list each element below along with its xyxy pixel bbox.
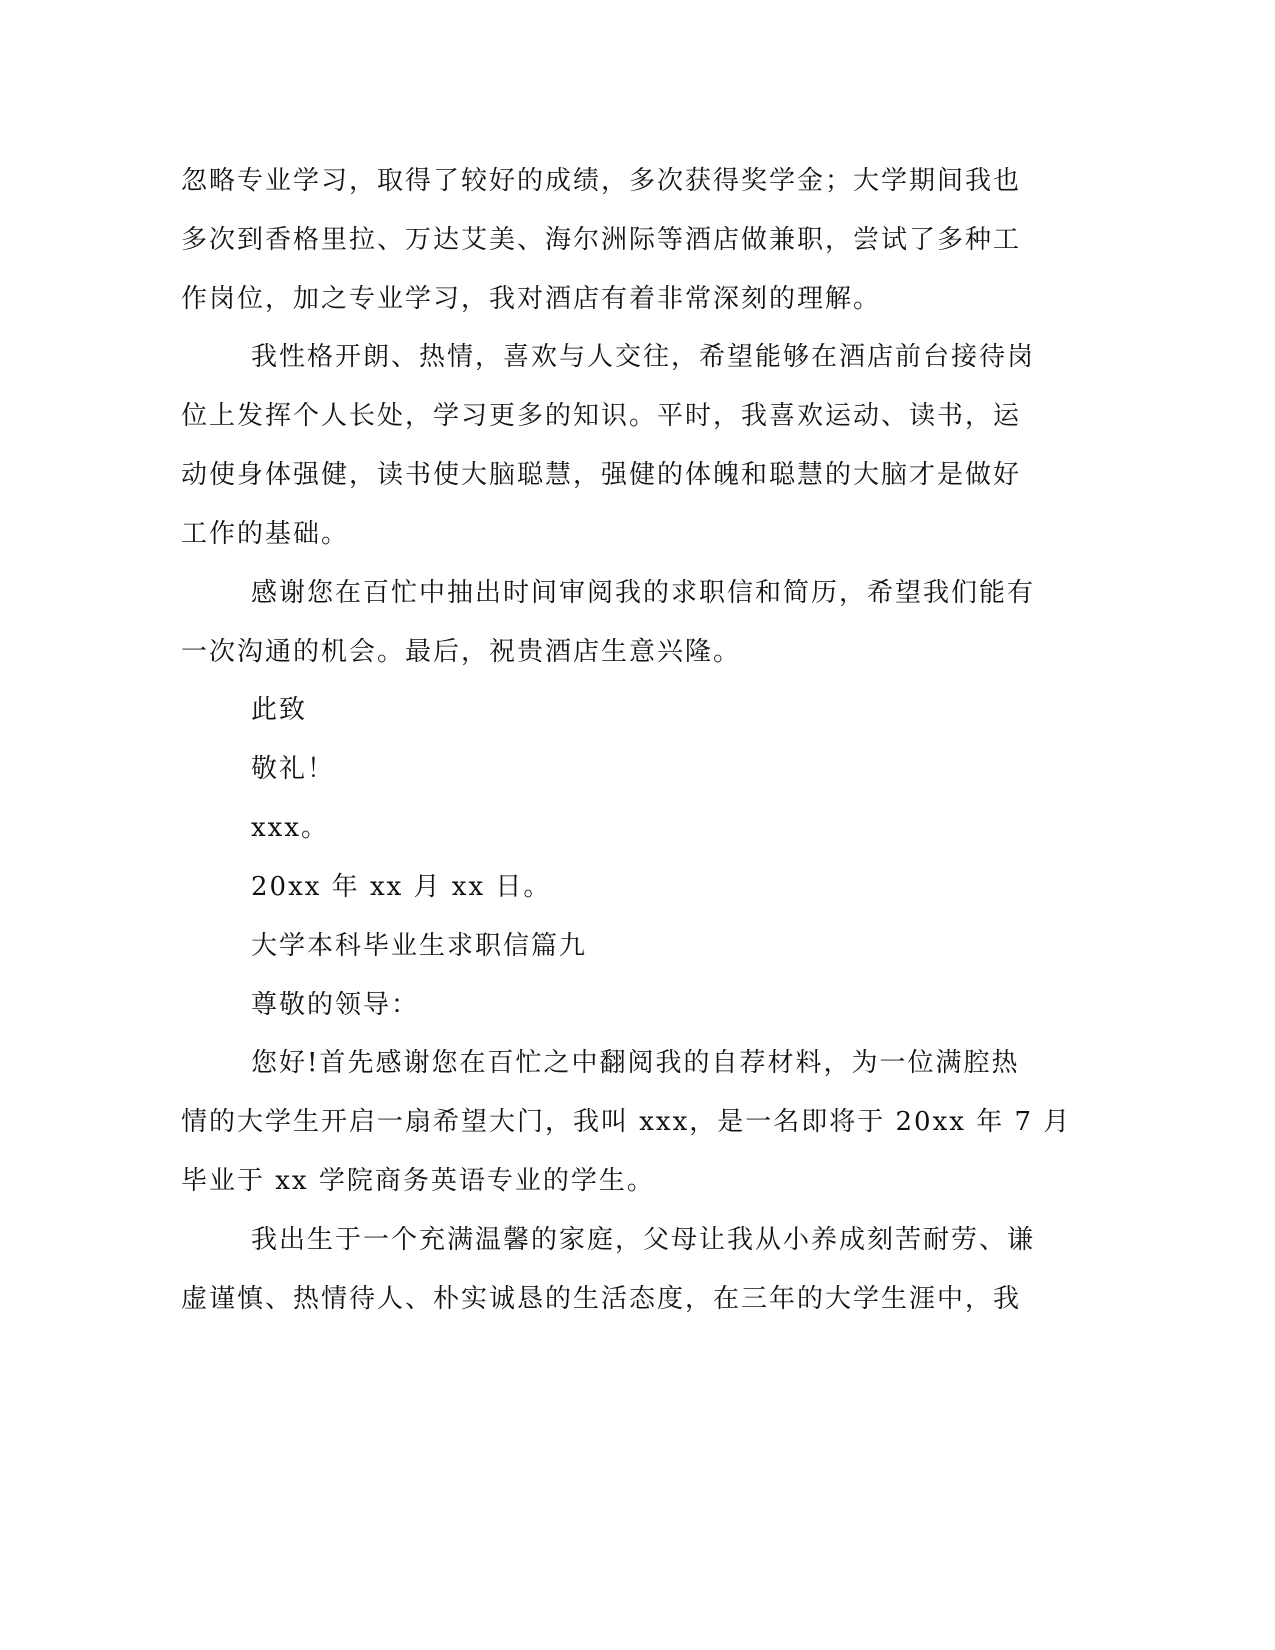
body-line: 作岗位，加之专业学习，我对酒店有着非常深刻的理解。 <box>181 284 882 314</box>
signature-name: xxx。 <box>251 813 329 843</box>
body-line: 虚谨慎、热情待人、朴实诚恳的生活态度，在三年的大学生涯中，我 <box>181 1284 1022 1314</box>
body-line: 忽略专业学习，取得了较好的成绩，多次获得奖学金；大学期间我也 <box>181 166 1022 196</box>
body-line: 位上发挥个人长处，学习更多的知识。平时，我喜欢运动、读书，运 <box>181 401 1022 431</box>
body-line: 情的大学生开启一扇希望大门，我叫 xxx，是一名即将于 20xx 年 7 月 <box>181 1107 1072 1137</box>
body-line: 多次到香格里拉、万达艾美、海尔洲际等酒店做兼职，尝试了多种工 <box>181 225 1022 255</box>
closing-salutation: 此致 <box>251 695 308 725</box>
paragraph-first-line: 感谢您在百忙中抽出时间审阅我的求职信和简历，希望我们能有 <box>251 578 1036 608</box>
body-line: 动使身体强健，读书使大脑聪慧，强健的体魄和聪慧的大脑才是做好 <box>181 460 1022 490</box>
section-title: 大学本科毕业生求职信篇九 <box>251 931 588 961</box>
body-line: 一次沟通的机会。最后，祝贵酒店生意兴隆。 <box>181 637 742 667</box>
body-line: 工作的基础。 <box>181 519 350 549</box>
letter-greeting: 尊敬的领导： <box>251 990 420 1020</box>
body-line: 毕业于 xx 学院商务英语专业的学生。 <box>181 1166 655 1196</box>
paragraph-first-line: 我出生于一个充满温馨的家庭，父母让我从小养成刻苦耐劳、谦 <box>251 1225 1036 1255</box>
paragraph-first-line: 我性格开朗、热情，喜欢与人交往，希望能够在酒店前台接待岗 <box>251 342 1036 372</box>
signature-date: 20xx 年 xx 月 xx 日。 <box>251 872 552 902</box>
paragraph-first-line: 您好!首先感谢您在百忙之中翻阅我的自荐材料，为一位满腔热 <box>251 1048 1020 1078</box>
closing-regards: 敬礼！ <box>251 754 336 784</box>
